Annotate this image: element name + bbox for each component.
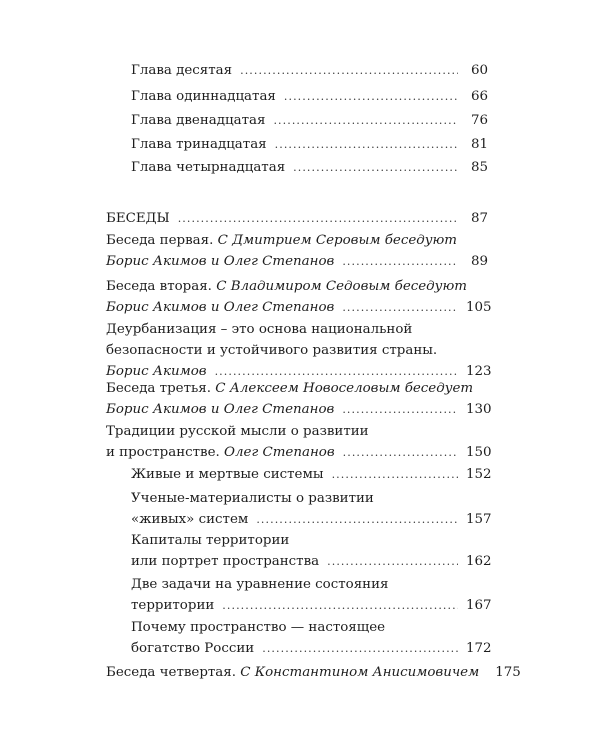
entry-title-cont: богатство России (131, 641, 255, 656)
toc-entry-chapter-13 (131, 134, 488, 155)
entry-authors: Борис Акимов и Олег Степанов (106, 300, 335, 315)
page-number: 105 (466, 300, 492, 315)
page-number: 123 (466, 364, 492, 379)
leader-dots (342, 251, 458, 272)
entry-title-cont: и пространстве. (106, 445, 225, 460)
toc-subentry-space-wealth (131, 617, 492, 659)
toc-entry-besedy (106, 208, 488, 229)
leader-dots (343, 442, 458, 463)
entry-title: Беседа третья. С Алексеем Новоселовым беседует (106, 381, 474, 396)
entry-author: Олег Степанов (224, 445, 335, 460)
entry-title: Деурбанизация – это основа национальной (106, 322, 413, 337)
leader-dots (342, 297, 458, 318)
leader-dots (262, 638, 458, 659)
entry-authors: Борис Акимов и Олег Степанов (106, 254, 335, 269)
entry-title: Глава десятая (131, 63, 233, 78)
entry-title: Ученые-материалисты о развитии (131, 491, 374, 506)
page-number: 130 (466, 402, 492, 417)
section-title: БЕСЕДЫ (106, 211, 170, 226)
toc-entry-beseda-3 (106, 378, 492, 420)
page-number: 167 (466, 598, 492, 613)
toc-entry-chapter-10 (131, 60, 488, 81)
toc-entry-deurbanization (106, 319, 492, 382)
toc-entry-beseda-4 (106, 662, 521, 683)
entry-subtitle: С Алексеем Новоселовым беседует (215, 381, 474, 396)
entry-title: Глава двенадцатая (131, 113, 266, 128)
toc-subentry-materialists (131, 488, 492, 530)
leader-dots (332, 464, 458, 485)
entry-title: Капиталы территории (131, 533, 290, 548)
toc-entry-beseda-1 (106, 230, 488, 272)
page-number: 175 (495, 665, 521, 680)
page-number: 87 (470, 211, 488, 226)
entry-subtitle: С Владимиром Седовым беседуют (216, 279, 467, 294)
page-number: 66 (470, 89, 488, 104)
leader-dots (240, 60, 458, 81)
entry-title: Традиции русской мысли о развитии (106, 424, 369, 439)
entry-title-cont: или портрет пространства (131, 554, 320, 569)
page-number: 157 (466, 512, 492, 527)
entry-title: Две задачи на уравнение состояния (131, 577, 389, 592)
entry-subtitle: С Константином Анисимовичем (240, 665, 480, 680)
leader-dots (342, 399, 458, 420)
toc-entry-beseda-2 (106, 276, 492, 318)
leader-dots (222, 595, 458, 616)
entry-title: Глава четырнадцатая (131, 160, 286, 175)
page-number: 172 (466, 641, 492, 656)
leader-dots (275, 134, 458, 155)
toc-subentry-two-tasks (131, 574, 492, 616)
entry-title: Глава одиннадцатая (131, 89, 276, 104)
entry-title: Почему пространство — настоящее (131, 620, 386, 635)
page-number: 81 (470, 137, 488, 152)
entry-title: Беседа четвертая. (106, 665, 241, 680)
toc-entry-traditions (106, 421, 492, 463)
toc-entry-chapter-12 (131, 110, 488, 131)
entry-title: Беседа вторая. С Владимиром Седовым беседуют (106, 279, 467, 294)
entry-title: Живые и мертвые системы (131, 467, 324, 482)
entry-authors: Борис Акимов и Олег Степанов (106, 402, 335, 417)
page-number: 76 (470, 113, 488, 128)
entry-title-cont: территории (131, 598, 215, 613)
leader-dots (284, 86, 458, 107)
page-number: 85 (470, 160, 488, 175)
leader-dots (327, 551, 458, 572)
entry-title-cont: безопасности и устойчивого развития страны. (106, 343, 438, 358)
page-number: 60 (470, 63, 488, 78)
toc-subentry-territory-capitals (131, 530, 492, 572)
leader-dots (178, 208, 458, 229)
entry-subtitle: С Дмитрием Серовым беседуют (217, 233, 457, 248)
page-number: 89 (470, 254, 488, 269)
entry-author: Борис Акимов (106, 364, 207, 379)
entry-title: Глава тринадцатая (131, 137, 267, 152)
toc-entry-chapter-14 (131, 157, 488, 178)
leader-dots (273, 110, 458, 131)
page-number: 162 (466, 554, 492, 569)
page-number: 150 (466, 445, 492, 460)
leader-dots (256, 509, 458, 530)
toc-entry-chapter-11 (131, 86, 488, 107)
page-number: 152 (466, 467, 492, 482)
entry-title: Беседа первая. С Дмитрием Серовым беседуют (106, 233, 457, 248)
entry-title-cont: «живых» систем (131, 512, 249, 527)
leader-dots (293, 157, 458, 178)
toc-subentry-living-dead-systems (131, 464, 492, 485)
